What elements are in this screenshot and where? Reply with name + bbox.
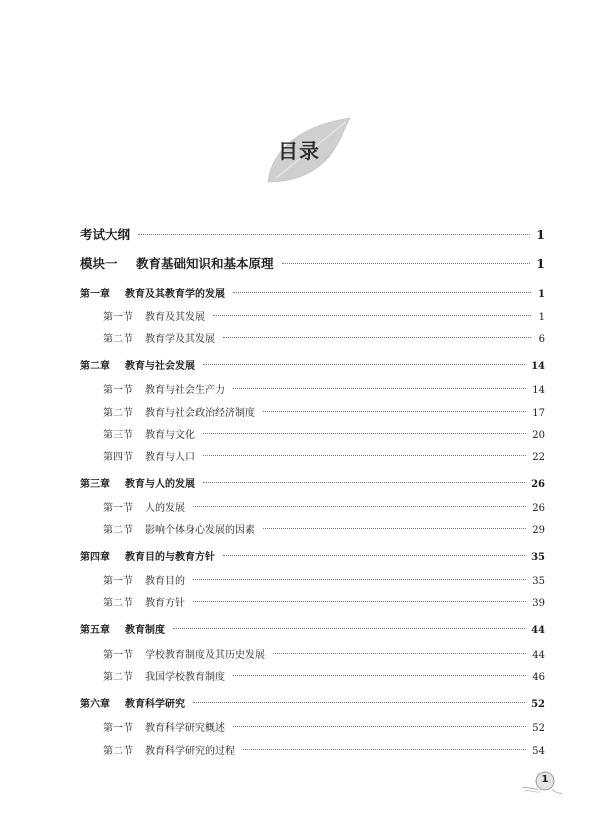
toc-entry-label: 影响个体身心发展的因素: [145, 525, 255, 536]
toc-page-number: 1: [536, 227, 545, 242]
toc-entry-number: 第六章: [80, 699, 110, 710]
toc-entry-number: 第五章: [80, 625, 110, 636]
toc-entry-label: 教育科学研究概述: [145, 723, 225, 734]
toc-entry-title: [103, 594, 185, 609]
toc-chapter-entry[interactable]: [80, 621, 545, 637]
toc-section-entry[interactable]: [103, 308, 545, 324]
toc-entry-label: 教育与人的发展: [125, 479, 195, 490]
toc-section-entry[interactable]: [103, 404, 545, 420]
toc-entry-number: 第一节: [103, 650, 133, 661]
toc-section-entry[interactable]: [103, 742, 545, 758]
toc-top-entry[interactable]: [80, 254, 545, 270]
toc-entry-label: 教育与社会政治经济制度: [145, 408, 255, 419]
toc-page-number: 44: [531, 625, 545, 636]
dot-leader: [273, 653, 526, 654]
toc-entry-title: [103, 308, 205, 323]
toc-entry-number: 第一节: [103, 576, 133, 587]
toc-entry-title: [80, 621, 165, 636]
toc-entry-title: [103, 668, 225, 683]
dot-leader: [203, 482, 525, 483]
toc-entry-title: [80, 357, 195, 372]
page-number: 1: [541, 774, 549, 785]
toc-entry-number: 第二节: [103, 525, 133, 536]
toc-entry-label: 教育与社会发展: [125, 361, 195, 372]
toc-section-entry[interactable]: [103, 572, 545, 588]
toc-entry-title: [80, 225, 130, 243]
dot-leader: [173, 628, 525, 629]
toc-entry-title: [103, 381, 225, 396]
dot-leader: [263, 528, 526, 529]
toc-page-number: 26: [532, 503, 545, 514]
toc-chapter-entry[interactable]: [80, 285, 545, 301]
toc-entry-title: [80, 285, 225, 300]
toc-section-entry[interactable]: [103, 381, 545, 397]
toc-entry-label: 教育方针: [145, 598, 185, 609]
toc-section-entry[interactable]: [103, 448, 545, 464]
toc-entry-label: 教育与文化: [145, 430, 195, 441]
toc-entry-label: 教育学及其发展: [145, 334, 215, 345]
toc-page-number: 26: [531, 479, 545, 490]
toc-section-entry[interactable]: [103, 426, 545, 442]
toc-entry-number: 第二章: [80, 361, 110, 372]
toc-page-number: 17: [532, 408, 545, 419]
toc-entry-number: 第一节: [103, 312, 133, 323]
toc-page-number: 35: [531, 552, 545, 563]
toc-entry-number: 第二节: [103, 334, 133, 345]
toc-page-number: 52: [532, 723, 545, 734]
toc-page-number: 54: [532, 746, 545, 757]
toc-section-entry[interactable]: [103, 646, 545, 662]
toc-page-number: 1: [538, 289, 545, 300]
toc-entry-label: 教育及其发展: [145, 312, 205, 323]
toc-page-number: 29: [532, 525, 545, 536]
toc-entry-title: [80, 475, 195, 490]
toc-entry-number: 第二节: [103, 746, 133, 757]
toc-entry-label: 教育科学研究: [125, 699, 185, 710]
toc-chapter-entry[interactable]: [80, 357, 545, 373]
toc-entry-label: 教育基础知识和基本原理: [136, 256, 274, 271]
page-number-badge: [522, 768, 562, 798]
dot-leader: [193, 702, 525, 703]
toc-page-number: 46: [532, 672, 545, 683]
dot-leader: [213, 315, 531, 316]
dot-leader: [223, 555, 525, 556]
toc-page-number: 39: [532, 598, 545, 609]
toc-section-entry[interactable]: [103, 719, 545, 735]
toc-page-number: 52: [531, 699, 545, 710]
toc-chapter-entry[interactable]: [80, 548, 545, 564]
page-title: 目录: [278, 139, 320, 163]
dot-leader: [193, 506, 526, 507]
toc-entry-label: 学校教育制度及其历史发展: [145, 650, 265, 661]
toc-chapter-entry[interactable]: [80, 695, 545, 711]
toc-entry-number: 第二节: [103, 672, 133, 683]
toc-entry-number: 第一章: [80, 289, 110, 300]
toc-entry-number: 第四节: [103, 452, 133, 463]
toc-top-entry[interactable]: [80, 225, 545, 241]
toc-entry-label: 我国学校教育制度: [145, 672, 225, 683]
toc-page-number: 14: [531, 361, 545, 372]
toc-section-entry[interactable]: [103, 668, 545, 684]
toc-entry-label: 教育科学研究的过程: [145, 746, 235, 757]
toc-page-number: 1: [536, 256, 545, 271]
toc-entry-number: 模块一: [80, 256, 118, 271]
toc-entry-title: [80, 695, 185, 710]
dot-leader: [282, 263, 531, 264]
toc-chapter-entry[interactable]: [80, 475, 545, 491]
toc-entry-label: 教育及其教育学的发展: [125, 289, 225, 300]
toc-entry-label: 教育目的: [145, 576, 185, 587]
dot-leader: [193, 579, 526, 580]
toc-page-number: 14: [532, 385, 545, 396]
toc-entry-number: 第二节: [103, 598, 133, 609]
toc-entry-number: 第四章: [80, 552, 110, 563]
toc-section-entry[interactable]: [103, 594, 545, 610]
toc-entry-title: [103, 646, 265, 661]
toc-entry-label: 考试大纲: [80, 227, 131, 242]
toc-entry-label: 教育与社会生产力: [145, 385, 225, 396]
dot-leader: [203, 364, 525, 365]
dot-leader: [233, 675, 526, 676]
toc-section-entry[interactable]: [103, 499, 545, 515]
toc-entry-number: 第一节: [103, 385, 133, 396]
dot-leader: [223, 337, 531, 338]
dot-leader: [233, 292, 531, 293]
toc-page-number: 6: [538, 334, 545, 345]
toc-section-entry[interactable]: [103, 330, 545, 346]
toc-entry-title: [103, 330, 215, 345]
toc-entry-label: 人的发展: [145, 503, 185, 514]
toc-entry-title: [103, 404, 255, 419]
toc-entry-title: [103, 499, 185, 514]
dot-leader: [203, 455, 526, 456]
toc-entry-label: 教育目的与教育方针: [125, 552, 215, 563]
toc-page-number: 20: [532, 430, 545, 441]
dot-leader: [243, 749, 526, 750]
toc-entry-title: [103, 742, 235, 757]
toc-section-entry[interactable]: [103, 521, 545, 537]
toc-entry-number: 第三章: [80, 479, 110, 490]
toc-entry-label: 教育制度: [125, 625, 165, 636]
toc-entry-number: 第一节: [103, 723, 133, 734]
toc-entry-number: 第一节: [103, 503, 133, 514]
dot-leader: [233, 726, 526, 727]
toc-entry-title: [80, 548, 215, 563]
toc-title-block: [262, 116, 362, 188]
toc-entry-title: [103, 426, 195, 441]
dot-leader: [193, 601, 526, 602]
dot-leader: [263, 411, 526, 412]
toc-page-number: 44: [532, 650, 545, 661]
dot-leader: [233, 388, 526, 389]
toc-entry-title: [103, 572, 185, 587]
dot-leader: [203, 433, 526, 434]
toc-page-number: 22: [532, 452, 545, 463]
dot-leader: [138, 234, 530, 235]
toc-entry-title: [103, 448, 195, 463]
toc-page-number: 35: [532, 576, 545, 587]
toc-entry-number: 第二节: [103, 408, 133, 419]
toc-entry-title: [80, 254, 274, 272]
toc-entry-title: [103, 521, 255, 536]
toc-entry-label: 教育与人口: [145, 452, 195, 463]
toc-entry-title: [103, 719, 225, 734]
toc-page-number: 1: [538, 312, 545, 323]
toc-entry-number: 第三节: [103, 430, 133, 441]
